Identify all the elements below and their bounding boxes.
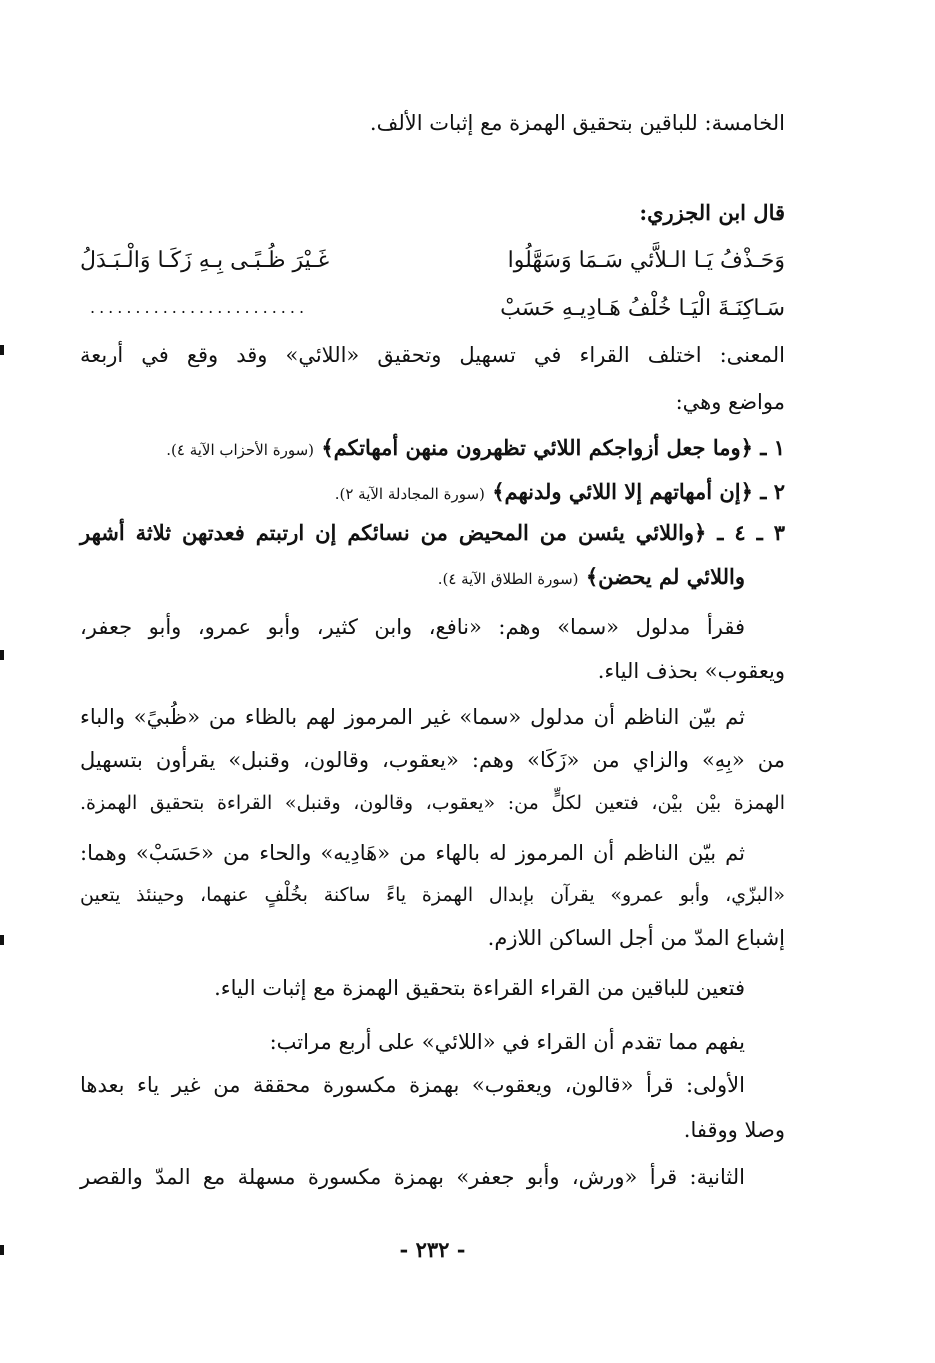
paragraph-line: الهمزة بيْن بيْن، فتعين لكلٍّ من: «يعقوب، وقالون، وقنبل» القراءة بتحقيق الهمزة. [80,792,785,814]
paragraph-line: الأولى: قرأ «قالون، ويعقوب» بهمزة مكسورة محققة من غير ياء بعدها [80,1073,745,1097]
paragraph-line: «البزّي، وأبو عمرو» يقرآن بإبدال الهمزة ياءً ساكنة بخُلْفٍ عنهما، وحينئذ يتعين [80,884,785,906]
paragraph-line: من «بِهِ» والزاي من «زَكَا» وهم: «يعقوب، وقالون، وقنبل» يقرأون بتسهيل [80,748,785,772]
paragraph-line: ثم بيّن الناظم أن مدلول «سما» غير المرموز لهم بالظاء من «ظُبيً» والباء [80,705,745,729]
margin-mark [0,1245,4,1255]
paragraph-line: المعنى: اختلف القراء في تسهيل وتحقيق «اللائي» وقد وقع في أربعة [80,343,785,367]
paragraph-line: ويعقوب» بحذف الياء. [597,659,785,683]
paragraph-line: فتعين للباقين من القراء القراءة بتحقيق الهمزة مع إثبات الياء. [214,976,745,1000]
verse-hemistich-1a: وَحَـذْفُ يَـا الـلاَّئي سَـمَا وَسَهَّلُوا [507,248,785,273]
verse-reference: (سورة المجادلة الآية ٢). [334,485,485,503]
paragraph-line: الخامسة: للباقين بتحقيق الهمزة مع إثبات الألف. [369,111,785,135]
verse-reference: (سورة الطلاق الآية ٤). [437,570,579,588]
verse-hemistich-1b: غَـيْرَ ظُـبًـى بِـهِ زَكَـا وَالْـبَـدَلُ [80,248,330,273]
verse-dots: ........................ [90,298,309,317]
verse-text: ١ ـ ﴿وما جعل أزواجكم اللائي تظهرون منهن أمهاتكم﴾ [321,435,785,460]
verse-reference: (سورة الأحزاب الآية ٤). [166,441,314,459]
paragraph-line: يفهم مما تقدم أن القراء في «اللائي» على أربع مراتب: [269,1030,745,1054]
paragraph-line: فقرأ مدلول «سما» وهم: «نافع، وابن كثير، وأبو عمرو، وأبو جعفر، [80,615,745,639]
margin-mark [0,935,4,945]
paragraph-line: وصلا ووقفا. [683,1118,785,1142]
paragraph-line: الثانية: قرأ «ورش، وأبو جعفر» بهمزة مكسورة مسهلة مع المدّ والقصر [80,1165,745,1189]
verse-text: واللائي لم يحضن﴾ [585,564,745,589]
margin-mark [0,345,4,355]
paragraph-line: ثم بيّن الناظم أن المرموز له بالهاء من «هَادِيه» والحاء من «حَسَبْ» وهما: [80,841,745,865]
section-heading: قال ابن الجزري: [639,200,785,225]
page-number: - ٢٣٢ - [399,1237,466,1262]
verse-hemistich-2a: سَـاكِنَـةَ الْيَـا خُلْفُ هَـادِيـهِ حَسَبْ [500,296,785,321]
quran-verse-3: ٣ ـ ٤ ـ ﴿واللائي يئسن من المحيض من نسائكم إن ارتبتم فعدتهن ثلاثة أشهر [80,520,785,545]
quran-verse-3-cont [80,562,745,594]
margin-mark [0,650,4,660]
quran-verse-2 [80,477,785,509]
paragraph-line: مواضع وهي: [675,390,785,414]
book-page [80,0,785,1363]
paragraph-line: إشباع المدّ من أجل الساكن اللازم. [487,926,785,950]
quran-verse-1 [80,433,785,465]
verse-text: ٢ ـ ﴿إن أمهاتهم إلا اللائي ولدنهم﴾ [492,479,785,504]
